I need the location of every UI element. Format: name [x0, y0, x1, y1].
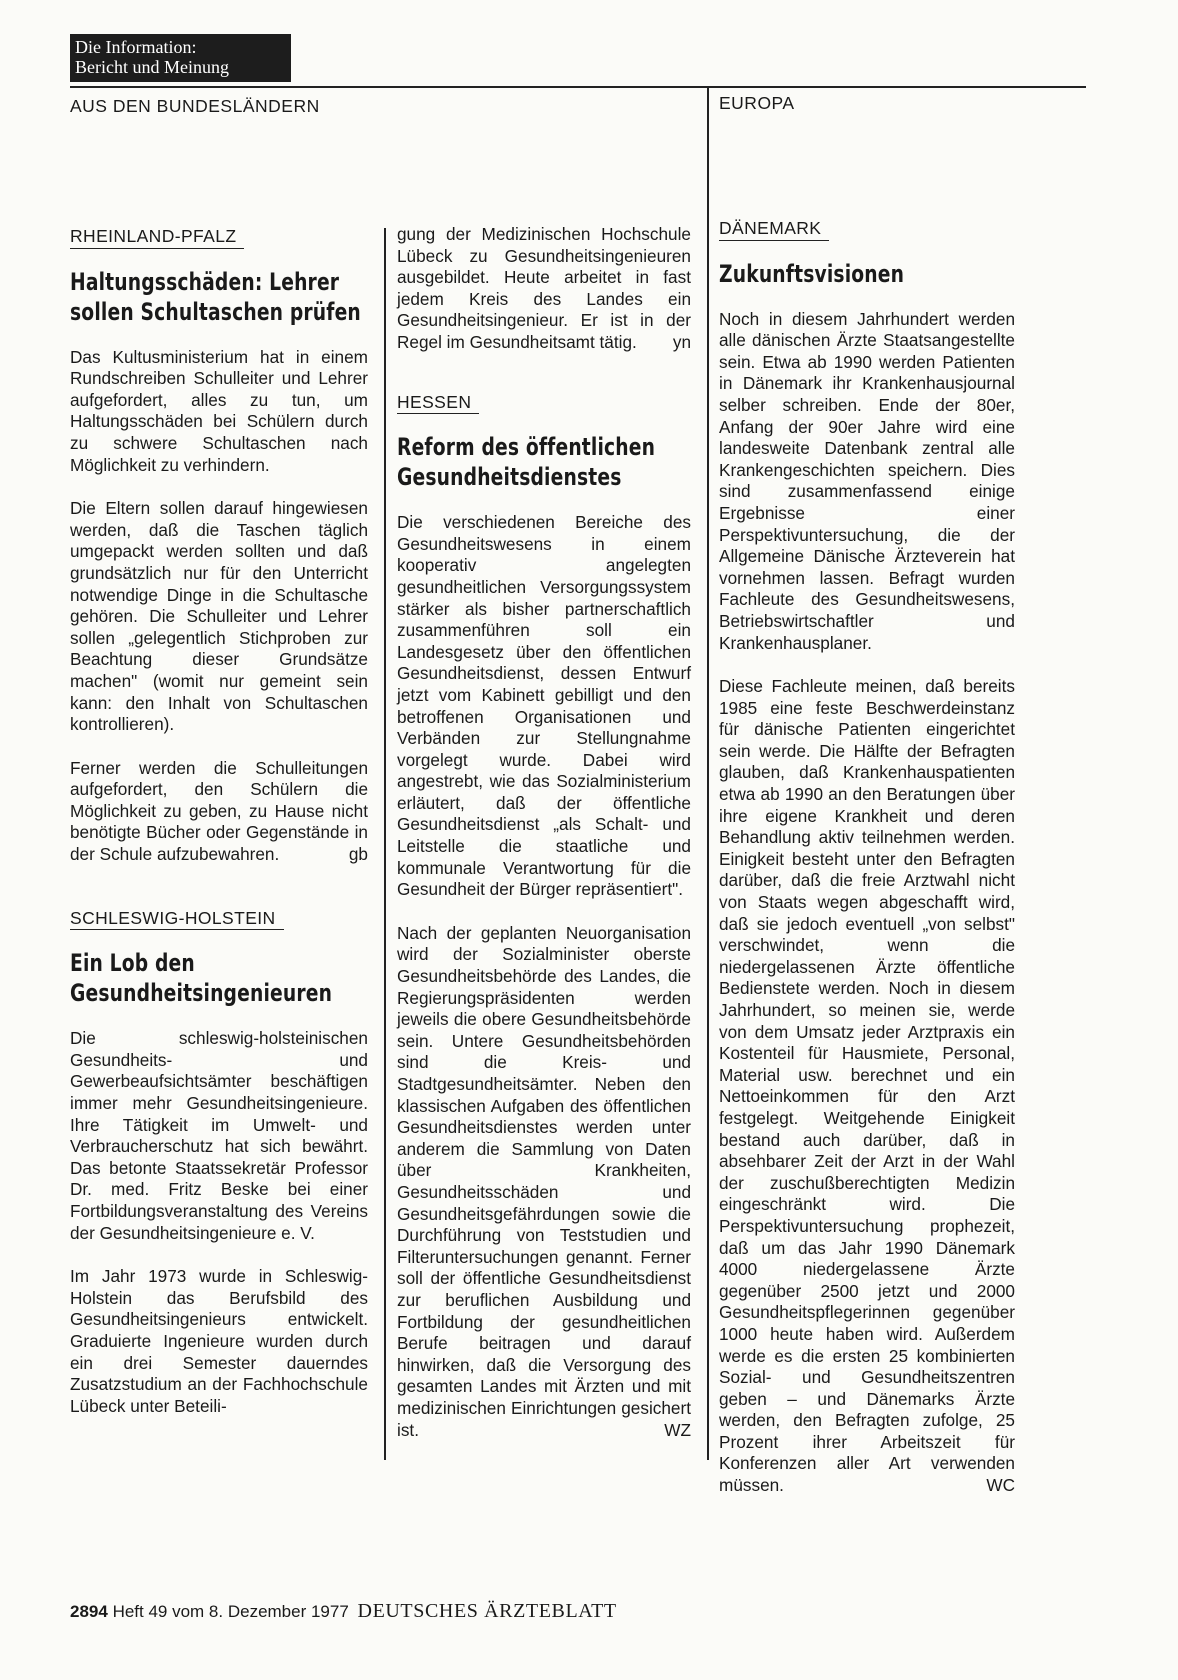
- paragraph: Das Kultusministerium hat in einem Rundschreiben Schulleiter und Lehrer aufgefordert, alles zu tun, um Haltungsschäden bei Schülern durch zu schwere Schultaschen nach Möglichkeit zu verhindern.: [70, 346, 368, 475]
- region-label: DÄNEMARK: [719, 218, 829, 241]
- author-signature: WZ: [664, 1419, 691, 1440]
- journal-name: DEUTSCHES ÄRZTEBLATT: [357, 1600, 617, 1622]
- article-headline: [70, 948, 333, 1008]
- column-rule-1: [384, 228, 386, 1460]
- paragraph: [719, 676, 1015, 1497]
- masthead-line-1: Die Information:: [75, 37, 197, 57]
- paragraph: [397, 923, 691, 1441]
- paragraph: Noch in diesem Jahrhundert werden alle dänischen Ärzte Staatsangestellte sein. Etwa ab 1990 werden Patienten in Dänemark ihr Krankenhausjournal selber schreiben. Ende der 80er, Anfang der 90er Jahre wird eine landesweite Datenbank zentral alle Krankengeschichten speichern. Dies sind zusammenfassend einige Ergebnisse einer Perspektivuntersuchung, die der Allgemeine Dänische Ärzteverein hat vornehmen lassen. Befragt wurden Fachleute des Gesundheitswesens, Betriebswirtschaftler und Krankenhausplaner.: [719, 308, 1015, 653]
- paragraph-continued: [397, 224, 691, 354]
- article-zukunftsvisionen: [719, 218, 1015, 1497]
- article-headline: [70, 267, 361, 327]
- headline-line-1: Haltungsschäden: Lehrer: [70, 267, 340, 296]
- column-rule-2: [707, 86, 709, 1460]
- paragraph: Im Jahr 1973 wurde in Schleswig-Holstein das Berufsbild des Gesundheitsingenieurs entwickelt. Graduierte Ingenieure wurden durch ein drei Semester dauerndes Zusatzstudium an der Fachhochschule Lübeck unter Beteili-: [70, 1266, 368, 1416]
- masthead: [70, 34, 291, 82]
- headline-line-1: Zukunftsvisionen: [719, 259, 905, 288]
- article-reform-gesundheitsdienst: [397, 392, 691, 1442]
- region-label: RHEINLAND-PFALZ: [70, 226, 244, 249]
- headline-line-2: Gesundheitsdienstes: [397, 463, 622, 492]
- page-footer: [70, 1600, 617, 1623]
- paragraph: [70, 758, 368, 866]
- author-signature: yn: [672, 331, 691, 352]
- page-number: 2894: [70, 1602, 108, 1621]
- masthead-line-2: Bericht und Meinung: [75, 57, 229, 77]
- paragraph: Die schleswig-holsteinischen Gesundheits- und Gewerbeaufsichtsämter beschäftigen immer mehr Gesundheitsingenieure. Ihre Tätigkeit im Umwelt- und Verbraucherschutz hat sich bewährt. Das betonte Staatssekretär Professor Dr. med. Fritz Beske bei einer Fortbildungsveranstaltung des Vereins der Gesundheitsingenieure e. V.: [70, 1028, 368, 1243]
- section-label-bundeslaender: AUS DEN BUNDESLÄNDERN: [70, 96, 320, 116]
- headline-line-1: Ein Lob den: [70, 949, 195, 978]
- issue-info: Heft 49 vom 8. Dezember 1977: [112, 1602, 349, 1621]
- header-rule: [70, 86, 1086, 88]
- region-label: HESSEN: [397, 392, 479, 415]
- column-3: [719, 218, 1015, 1519]
- article-gesundheitsingenieure: [70, 908, 368, 1418]
- article-headline: [719, 259, 950, 289]
- paragraph-text: Nach der geplanten Neuorganisation wird der Sozialminister oberste Gesundheitsbehörde des Landes, die Regierungspräsidenten werden jeweils die obere Gesundheitsbehörde sein. Untere Gesundheitsbehörden sind die Kreis- und Stadtgesundheitsämter. Neben den klassischen Aufgaben des öffentlichen Gesundheitsdienstes werden unter anderem die Sammlung von Daten über Krankheiten, Gesundheitsschäden und Gesundheitsgefährdungen sowie die Durchführung von Teststudien und Filteruntersuchungen genannt. Ferner soll der öffentliche Gesundheitsdienst zur beruflichen Ausbildung und Fortbildung der gesundheitlichen Berufe beitragen und darauf hinwirken, daß die Versorgung des gesamten Landes mit Ärzten und mit medizinischen Einrichtungen gesichert ist.: [397, 922, 691, 1440]
- headline-line-2: Gesundheitsingenieuren: [70, 979, 333, 1008]
- paragraph: Die Eltern sollen darauf hingewiesen werden, daß die Taschen täglich umgepackt werden sollten und daß grundsätzlich nur für den Unterricht notwendige Dinge in die Schultasche gehören. Die Schulleiter und Lehrer sollen „gelegentlich Stichproben zur Beachtung dieser Grundsätze machen" (womit nur gemeint sein kann: den Inhalt von Schultaschen kontrollieren).: [70, 498, 368, 735]
- paragraph-text: Diese Fachleute meinen, daß bereits 1985 eine feste Beschwerdeinstanz für dänische Patienten eingerichtet sein werde. Die Hälfte der Befragten glauben, daß Krankenhauspatienten etwa ab 1990 an den Beratungen über ihre eigene Krankheit und deren Behandlung aktiv teilnehmen werden. Einigkeit besteht unter den Befragten darüber, daß die freie Arztwahl nicht von Staats wegen abgeschafft wird, daß sie jedoch eventuell „von selbst" verschwindet, wenn die niedergelassenen Ärzte öffentliche Bedienstete werden. Noch in diesem Jahrhundert, so meinen sie, werde von dem Umsatz jeder Arztpraxis ein Kostenteil für Hausmiete, Personal, Material usw. berechnet und ein Nettoeinkommen für den Arzt festgelegt. Weitgehende Einigkeit bestand auch darüber, daß in absehbarer Zeit der Arzt in der Wahl der zuschußberechtigten Medizin eingeschränkt wird. Die Perspektivuntersuchung prophezeit, daß um das Jahr 1990 Dänemark 4000 niedergelassene Ärzte gegenüber 2500 jetzt und 2000 Gesundheitspflegerinnen gegenüber 1000 heute haben wird. Außerdem werde es die ersten 25 kombinierten Sozial- und Gesundheitszentren geben – und Dänemarks Ärzte werden, den Befragten zufolge, 25 Prozent ihrer Arbeitszeit für Konferenzen aller Art verwenden müssen.: [719, 676, 1015, 1496]
- paragraph: Die verschiedenen Bereiche des Gesundheitswesens in einem kooperativ angelegten gesundheitlichen Versorgungssystem stärker als bisher partnerschaftlich zusammenführen soll ein Landesgesetz über den öffentlichen Gesundheitsdienst, dessen Entwurf jetzt vom Kabinett gebilligt und den betroffenen Organisationen und Verbänden zur Stellungnahme vorgelegt wurde. Dabei wird angestrebt, wie das Sozialministerium erläutert, daß der öffentliche Gesundheitsdienst „als Schalt- und Leitstelle die staatliche und kommunale Verantwortung für die Gesundheit der Bürger repräsentiert".: [397, 512, 691, 900]
- column-2: [397, 224, 691, 1463]
- headline-line-2: sollen Schultaschen prüfen: [70, 297, 361, 326]
- column-1: [70, 226, 368, 1439]
- paragraph-text: gung der Medizinischen Hochschule Lübeck zu Gesundheitsingenieuren ausgebildet. Heute arbeitet in fast jedem Kreis des Landes ein Gesundheitsingenieur. Er ist in der Regel im Gesundheitsamt tätig.: [397, 224, 691, 352]
- author-signature: WC: [986, 1475, 1015, 1496]
- author-signature: gb: [348, 844, 368, 865]
- section-label-europa: EUROPA: [719, 93, 795, 113]
- article-haltungsschaeden: [70, 226, 368, 866]
- headline-line-1: Reform des öffentlichen: [397, 433, 656, 462]
- region-label: SCHLESWIG-HOLSTEIN: [70, 908, 284, 931]
- article-headline: [397, 432, 656, 492]
- paragraph-text: Ferner werden die Schulleitungen aufgefordert, den Schülern die Möglichkeit zu geben, zu Hause nicht benötigte Bücher oder Gegenstände in der Schule aufzubewahren.: [70, 757, 368, 865]
